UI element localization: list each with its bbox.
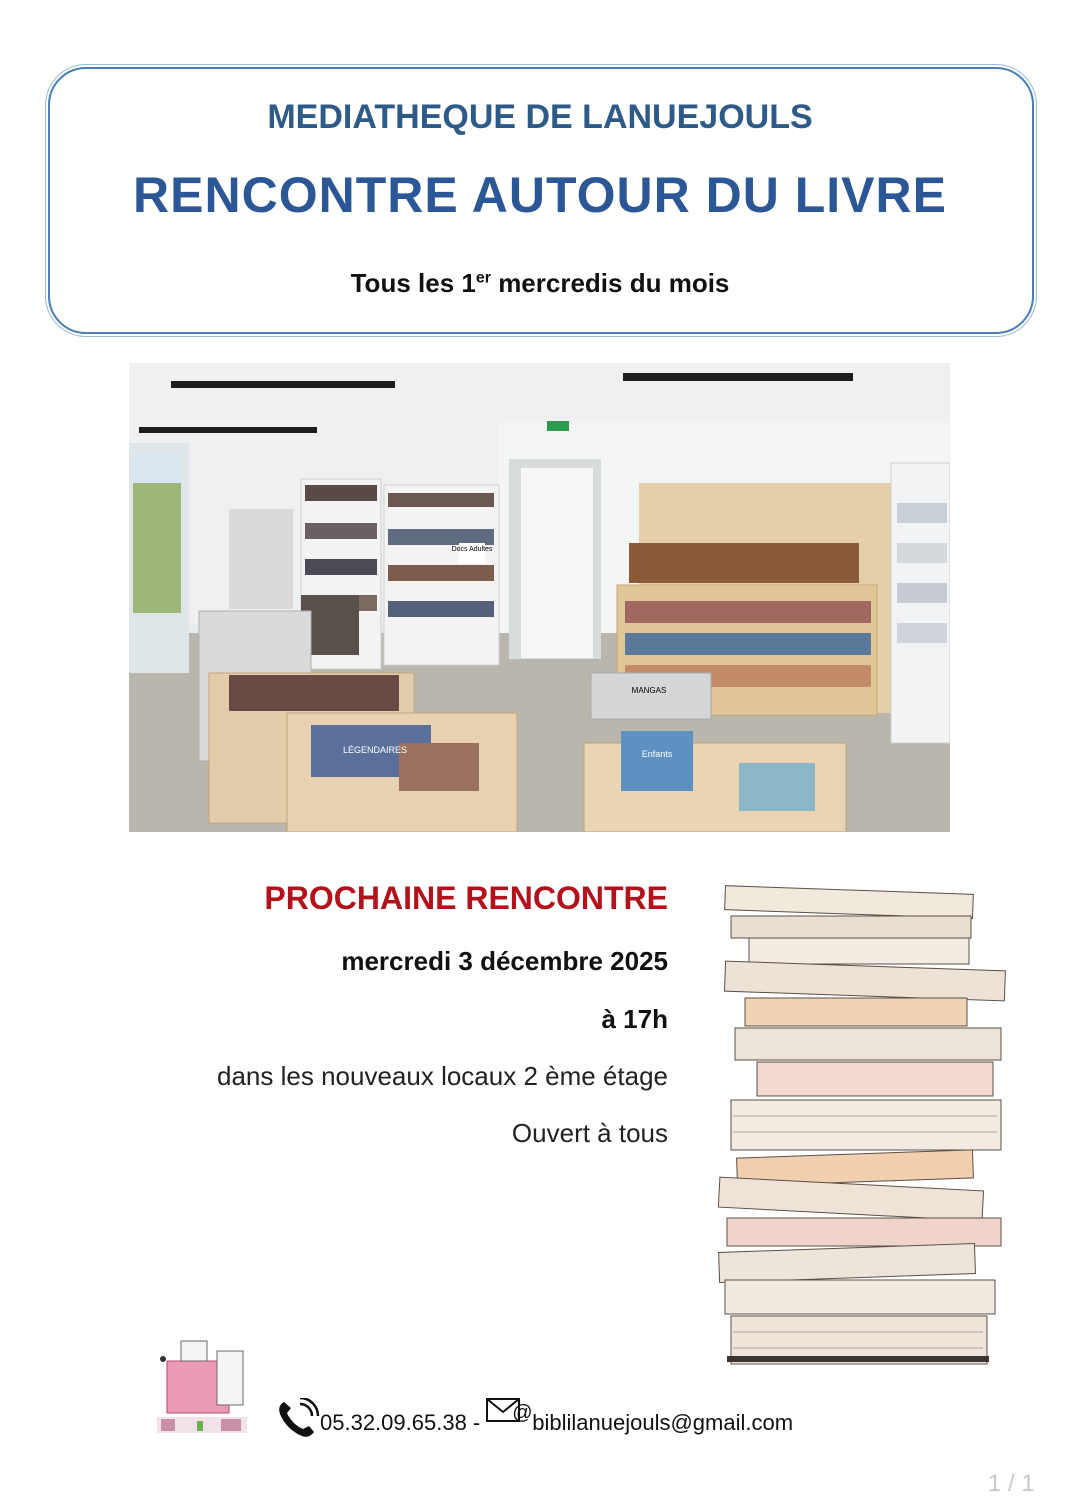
library-photo [129, 363, 950, 832]
schedule-line [0, 268, 1080, 299]
schedule-superscript: er [475, 269, 491, 287]
event-location: dans les nouveaux locaux 2 ème étage [217, 1061, 668, 1091]
poster-title: RENCONTRE AUTOUR DU LIVRE [133, 167, 947, 223]
event-date: mercredi 3 décembre 2025 [341, 946, 668, 976]
email-at-sign: @ [512, 1402, 533, 1424]
phone-number[interactable]: 05.32.09.65.38 - [320, 1410, 481, 1435]
next-meeting-heading: PROCHAINE RENCONTRE [264, 880, 668, 916]
schedule-prefix: Tous les 1 [350, 268, 476, 298]
photo-label-mangas: MANGAS [631, 686, 667, 695]
page-number: 1 / 1 [988, 1470, 1035, 1497]
event-time: à 17h [601, 1004, 668, 1034]
organization-name: MEDIATHEQUE DE LANUEJOULS [267, 98, 813, 136]
event-audience: Ouvert à tous [511, 1118, 668, 1148]
photo-label-legendaires: LÉGENDAIRES [343, 745, 408, 755]
photo-label-enfants: Enfants [641, 749, 673, 759]
book-stack-illustration [705, 880, 1015, 1375]
email-address[interactable]: biblilanuejouls@gmail.com [532, 1410, 794, 1435]
mediatheque-logo [151, 1335, 252, 1437]
schedule-suffix: mercredis du mois [490, 268, 730, 298]
contact-line [276, 1390, 793, 1438]
phone-icon [276, 1398, 320, 1438]
photo-label-docs-adultes: Docs Adultes [451, 546, 493, 553]
